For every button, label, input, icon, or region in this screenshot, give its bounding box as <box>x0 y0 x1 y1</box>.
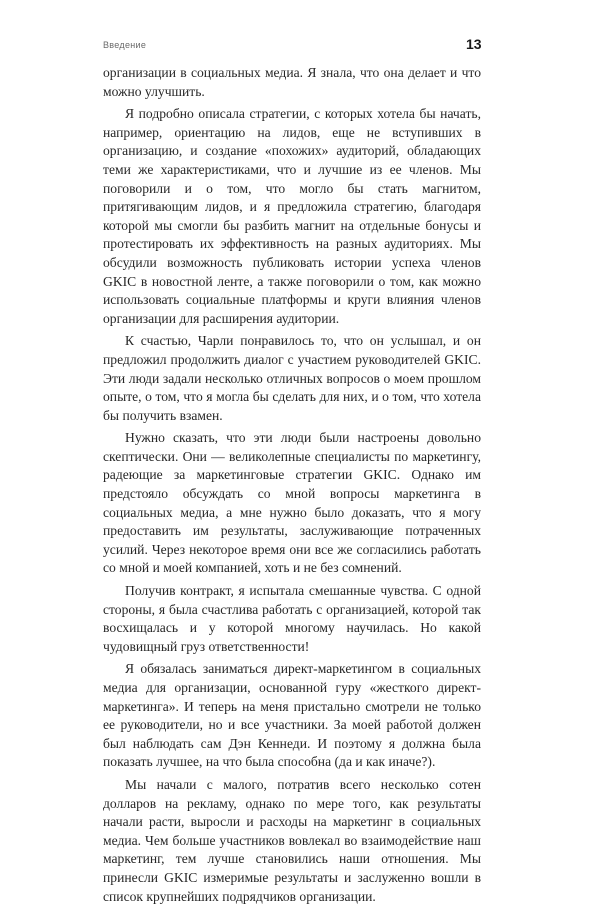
paragraph: К счастью, Чарли понравилось то, что он услышал, и он предложил продолжить диалог с участием руководителей GKIC. Эти люди задали несколько отличных вопросов о моем прошлом опыте, о том, что я могла бы сделать для них, и о том, что хотела бы получить взамен. <box>103 333 481 423</box>
paragraph: Мы начали с малого, потратив всего несколько сотен долларов на рекламу, однако по мере того, как результаты начали расти, выросли и расходы на маркетинг в социальных медиа. Чем больше участников вовлекал во взаимодействие наш маркетинг, тем лучше становились наши отношения. Мы принесли GKIC измеримые результаты и заслуженно вошли в список крупнейших подрядчиков организации. <box>103 776 481 904</box>
paragraph: организации в социальных медиа. Я знала, что она делает и что можно улучшить. <box>103 65 481 99</box>
paragraph: Получив контракт, я испытала смешанные чувства. С одной стороны, я была счастлива работать с организацией, которой так восхищалась и у которой многому научилась. Но какой чудовищный груз ответственности! <box>103 583 481 654</box>
paragraph: Я подробно описала стратегии, с которых хотела бы начать, например, ориентацию на лидов, еще не вступивших в организацию, и создание «похожих» аудиторий, обладающих теми же характеристиками, что и лучшие из ее членов. Мы поговорили и о том, что могло бы стать магнитом, притягивающим лидов, и я предложила стратегию, благодаря которой мы смогли бы разбить магнит на отдельные бонусы и протестировать их эффективность на разных аудиториях. Мы обсудили возможность публиковать истории успеха членов GKIC в новостной ленте, а также поговорили о том, как можно использовать социальные платформы и круги влияния членов организации для расширения аудитории. <box>103 106 481 326</box>
paragraph: Нужно сказать, что эти люди были настроены довольно скептически. Они — великолепные специалисты по маркетингу, радеющие за маркетинговые стратегии GKIC. Однако им предстояло обсуждать со мной вопросы маркетинга в социальных медиа, а мне нужно было доказать, что я могу предоставить им результаты, заслуживающие потраченных усилий. Через некоторое время они все же согласились работать со мной и моей компанией, хоть и не без сомнений. <box>103 430 481 576</box>
paragraph: Я обязалась заниматься директ-маркетингом в социальных медиа для организации, основанной гуру «жесткого директ-маркетинга». И теперь на меня пристально смотрели не только ее руководители, но и все участники. За моей работой должен был наблюдать сам Дэн Кеннеди. И поэтому я должна была показать лучшее, на что была способна (да и как иначе?). <box>103 661 481 770</box>
running-header: Введение <box>103 40 147 50</box>
page-number: 13 <box>466 36 482 52</box>
page-body <box>103 64 481 906</box>
